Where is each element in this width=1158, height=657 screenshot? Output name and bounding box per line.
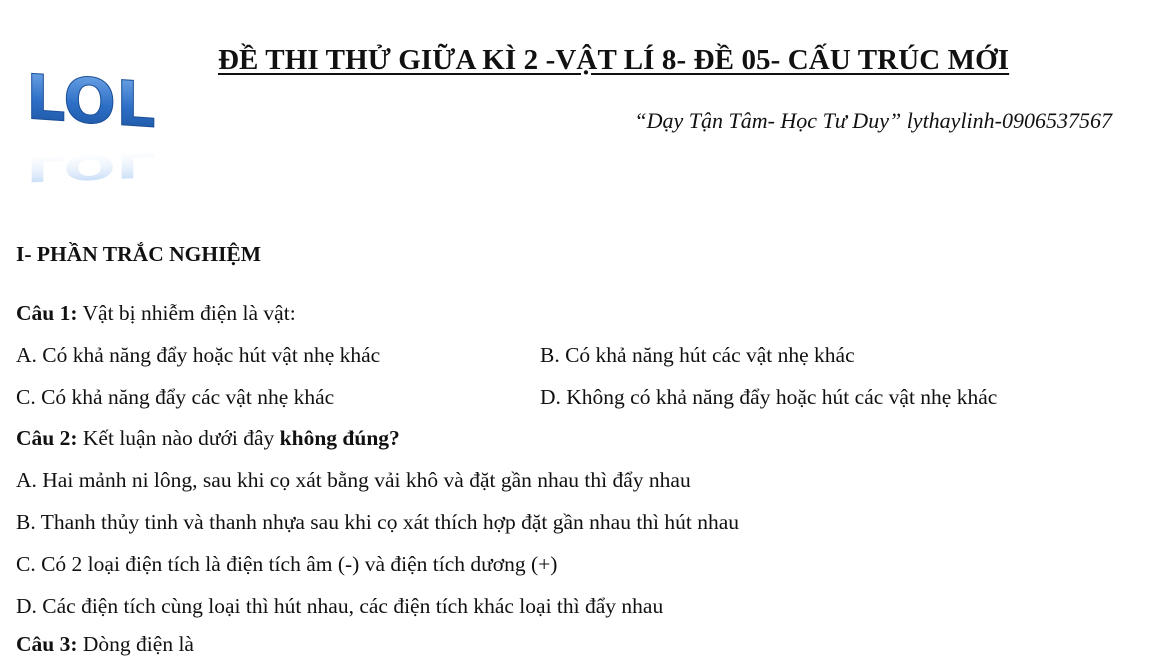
section-title: I- PHẦN TRẮC NGHIỆM bbox=[16, 242, 262, 266]
question-2-option-c: C. Có 2 loại điện tích là điện tích âm (-) và điện tích dương (+) bbox=[16, 552, 558, 576]
question-1-option-c: C. Có khả năng đẩy các vật nhẹ khác bbox=[16, 385, 335, 409]
question-2-text: Kết luận nào dưới đây bbox=[77, 426, 280, 450]
question-3 bbox=[16, 632, 194, 657]
question-1 bbox=[16, 301, 296, 326]
question-1-option-b: B. Có khả năng hút các vật nhẹ khác bbox=[540, 343, 855, 367]
lol-logo bbox=[24, 52, 174, 189]
motto-contact: “Dạy Tận Tâm- Học Tư Duy” lythaylinh-0906537567 bbox=[634, 108, 1112, 133]
question-2-label: Câu 2: bbox=[16, 426, 78, 450]
svg-text:LOL: LOL bbox=[26, 144, 156, 189]
question-3-label: Câu 3: bbox=[16, 632, 78, 656]
question-1-label: Câu 1: bbox=[16, 301, 78, 325]
question-1-option-a: A. Có khả năng đẩy hoặc hút vật nhẹ khác bbox=[16, 343, 381, 367]
question-2-option-d: D. Các điện tích cùng loại thì hút nhau, các điện tích khác loại thì đẩy nhau bbox=[16, 594, 664, 618]
question-2-option-a: A. Hai mảnh ni lông, sau khi cọ xát bằng vải khô và đặt gần nhau thì đẩy nhau bbox=[16, 468, 691, 492]
question-1-text: Vật bị nhiễm điện là vật: bbox=[77, 301, 296, 325]
question-1-option-d: D. Không có khả năng đẩy hoặc hút các vật nhẹ khác bbox=[540, 385, 998, 409]
question-2-emphasis: không đúng? bbox=[279, 426, 400, 450]
question-2 bbox=[16, 426, 400, 451]
question-3-text: Dòng điện là bbox=[77, 632, 194, 656]
question-2-option-b: B. Thanh thủy tinh và thanh nhựa sau khi cọ xát thích hợp đặt gần nhau thì hút nhau bbox=[16, 510, 740, 534]
svg-text:LOL: LOL bbox=[26, 60, 156, 143]
exam-title: ĐỀ THI THỬ GIỮA KÌ 2 -VẬT LÍ 8- ĐỀ 05- CẤU TRÚC MỚI bbox=[218, 44, 1010, 76]
